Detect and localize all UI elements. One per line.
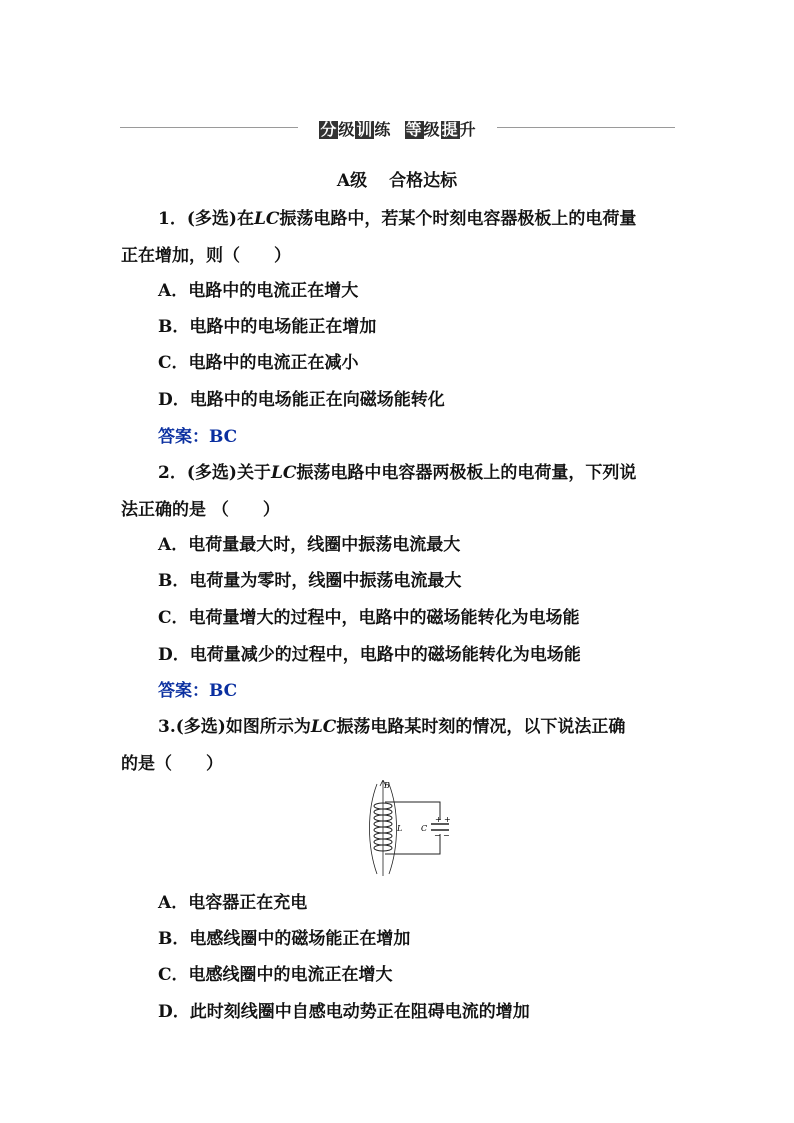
banner-char-8: 升 [459, 120, 477, 139]
banner-char-5: 等 [405, 120, 423, 139]
q2-lc: LC [270, 463, 297, 483]
q1-stem-line1 [158, 204, 636, 229]
lc-circuit-diagram [355, 780, 465, 876]
banner-char-1: 分 [320, 120, 338, 139]
q3-stem-b: 振荡电路某时刻的情况，以下说法正确 [336, 717, 626, 737]
field-label: B [384, 781, 390, 790]
q1-option-c: C．电路中的电流正在减小 [158, 353, 359, 373]
q2-option-c: C．电荷量增大的过程中，电路中的磁场能转化为电场能 [158, 608, 580, 628]
section-banner [120, 117, 675, 139]
inductor-label: L [397, 824, 403, 833]
q2-option-d: D．电荷量减少的过程中，电路中的磁场能转化为电场能 [158, 645, 581, 665]
q3-stem-a: 如图所示为 [225, 717, 311, 737]
plus-sign-2: + [444, 815, 451, 824]
banner-char-2: 级 [338, 120, 356, 139]
q2-option-b: B．电荷量为零时，线圈中振荡电流最大 [158, 571, 462, 591]
level-name: 合格达标 [389, 171, 458, 191]
q3-option-a: A．电容器正在充电 [158, 893, 308, 913]
q2-stem-a: 关于 [236, 463, 271, 483]
q1-stem-b: 振荡电路中，若某个时刻电容器极板上的电荷量 [279, 209, 637, 229]
q3-stem-line2: 的是（ ） [121, 754, 223, 774]
q1-answer [158, 422, 237, 447]
q2-stem-line2: 法正确的是 （ ） [121, 500, 280, 520]
banner-char-3: 训 [356, 120, 374, 139]
q3-option-c: C．电感线圈中的电流正在增大 [158, 965, 393, 985]
q2-stem-b: 振荡电路中电容器两极板上的电荷量，下列说 [296, 463, 637, 483]
banner-right-rule [497, 127, 675, 128]
banner-char-6: 级 [423, 120, 441, 139]
wire-bottom [385, 834, 440, 854]
q2-number: 2． [158, 463, 187, 483]
capacitor-label: C [421, 824, 428, 833]
q3-option-d: D．此时刻线圈中自感电动势正在阻碍电流的增加 [158, 1002, 530, 1022]
q2-tag: (多选) [186, 463, 237, 483]
q1-answer-value: BC [209, 427, 238, 447]
q1-lc: LC [253, 209, 280, 229]
minus-sign-1: − [434, 831, 441, 840]
minus-sign-2: − [443, 831, 450, 840]
q3-tag: (多选) [175, 717, 226, 737]
q1-option-a: A．电路中的电流正在增大 [158, 281, 359, 301]
banner-label [304, 117, 492, 140]
q3-lc: LC [310, 717, 337, 737]
banner-char-4: 练 [374, 120, 392, 139]
q1-option-b: B．电路中的电场能正在增加 [158, 317, 377, 337]
q3-option-b: B．电感线圈中的磁场能正在增加 [158, 929, 411, 949]
plus-sign-1: + [435, 815, 442, 824]
q2-answer-value: BC [209, 681, 238, 701]
q1-stem-a: 在 [236, 209, 254, 229]
banner-left-rule [120, 127, 298, 128]
field-line-left [370, 784, 378, 874]
q2-answer-label: 答案： [158, 681, 209, 701]
level-label: A级 [336, 171, 368, 191]
level-title [0, 166, 794, 191]
q3-number: 3. [158, 717, 176, 737]
q2-option-a: A．电荷量最大时，线圈中振荡电流最大 [158, 535, 461, 555]
q2-answer [158, 676, 237, 701]
banner-char-7: 提 [441, 120, 459, 139]
q1-tag: (多选) [186, 209, 237, 229]
q1-number: 1． [158, 209, 187, 229]
q1-option-d: D．电路中的电场能正在向磁场能转化 [158, 390, 445, 410]
q1-stem-line2: 正在增加，则（ ） [121, 246, 291, 266]
q3-stem-line1 [158, 712, 625, 737]
q1-answer-label: 答案： [158, 427, 209, 447]
wire-top [385, 802, 440, 820]
field-line-right [389, 784, 397, 874]
q2-stem-line1 [158, 458, 636, 483]
